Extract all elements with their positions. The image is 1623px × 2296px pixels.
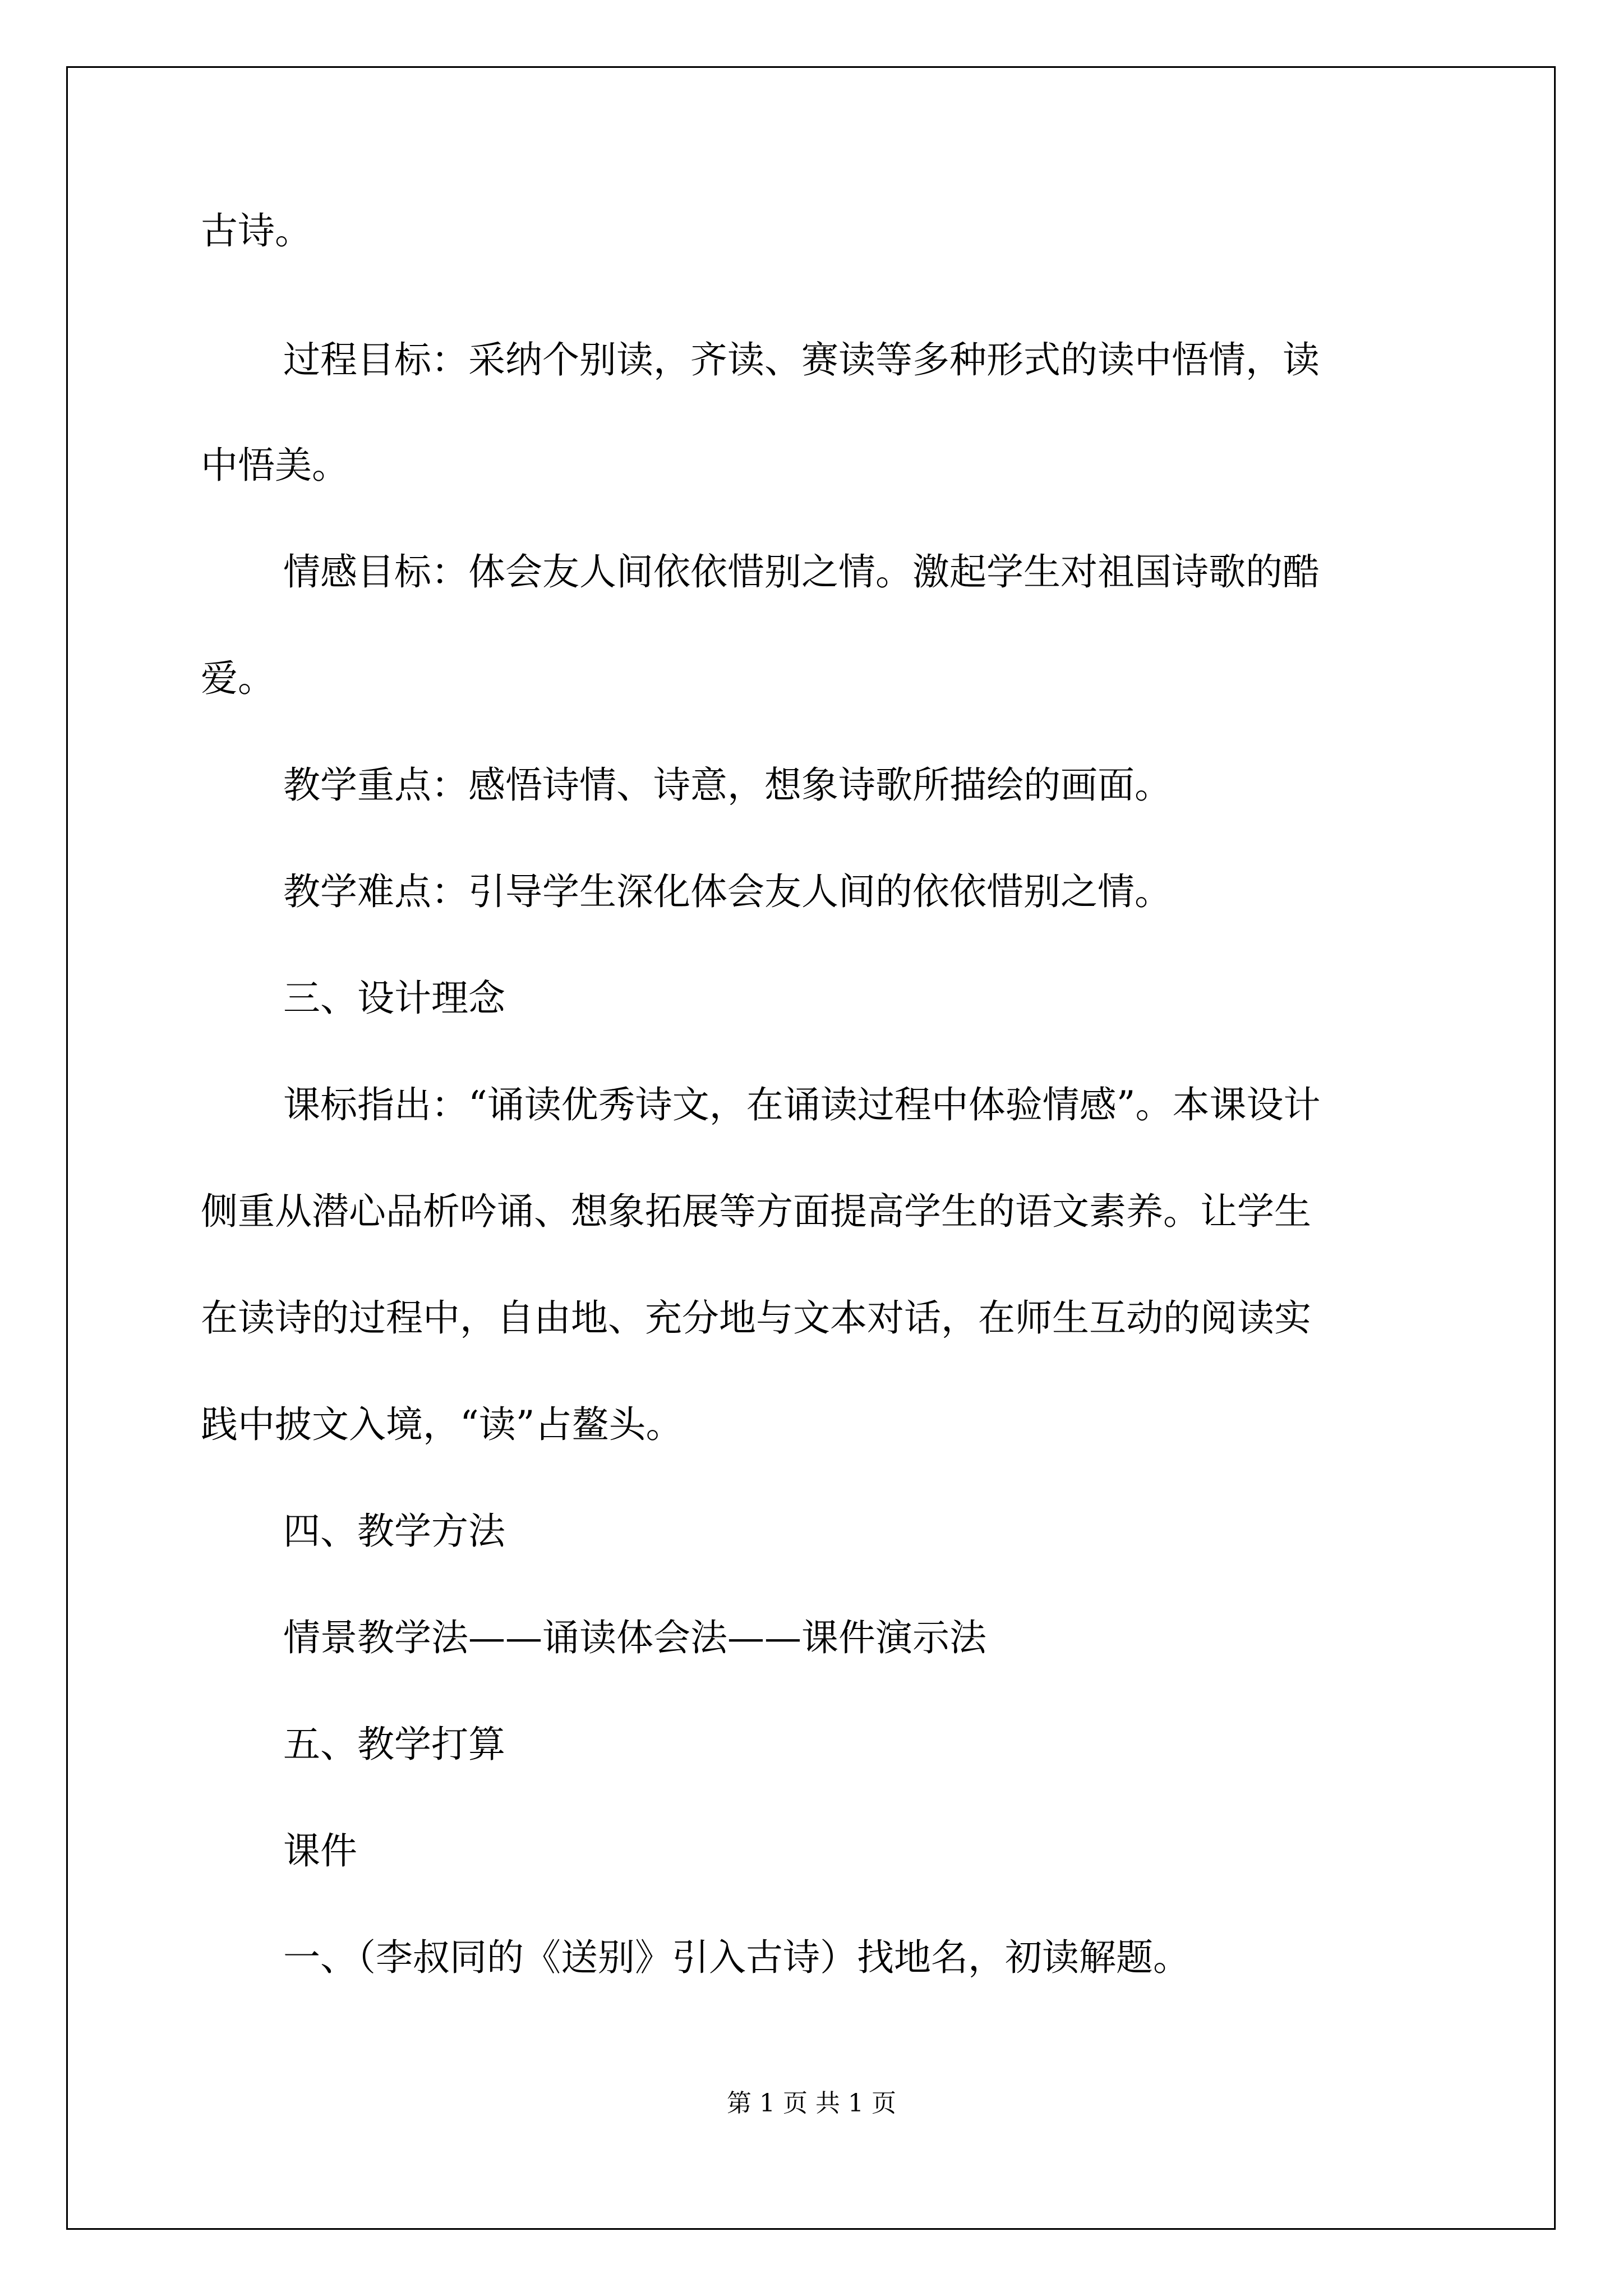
section-heading: 三、设计理念: [283, 977, 505, 1020]
text-line: 情景教学法——诵读体会法——课件演示法: [283, 1616, 986, 1659]
text-line: 课标指出：“诵读优秀诗文，在诵读过程中体验情感”。本课设计: [283, 1083, 1321, 1126]
text-line: 课件: [283, 1829, 357, 1872]
text-line: 践中披文入境，“读”占鳌头。: [201, 1403, 683, 1446]
section-heading: 四、教学方法: [283, 1510, 505, 1553]
text-line: 教学重点：感悟诗情、诗意，想象诗歌所描绘的画面。: [283, 763, 1172, 807]
text-line: 爱。: [201, 657, 275, 700]
text-line: 一、（李叔同的《送别》引入古诗）找地名，初读解题。: [283, 1936, 1190, 1979]
page-footer: 第 1 页 共 1 页: [727, 2089, 896, 2118]
text-line: 在读诗的过程中，自由地、充分地与文本对话，在师生互动的阅读实: [201, 1296, 1311, 1340]
page-border: [66, 66, 1556, 2230]
text-line: 情感目标：体会友人间依依惜别之情。激起学生对祖国诗歌的酷: [283, 550, 1320, 593]
text-line: 中悟美。: [201, 444, 349, 487]
section-heading: 五、教学打算: [283, 1723, 505, 1766]
text-line: 过程目标：采纳个别读，齐读、赛读等多种形式的读中悟情，读: [283, 338, 1320, 381]
text-line: 侧重从潜心品析吟诵、想象拓展等方面提高学生的语文素养。让学生: [201, 1190, 1311, 1233]
text-line: 教学难点：引导学生深化体会友人间的依依惜别之情。: [283, 870, 1172, 913]
text-line: 古诗。: [201, 209, 312, 252]
